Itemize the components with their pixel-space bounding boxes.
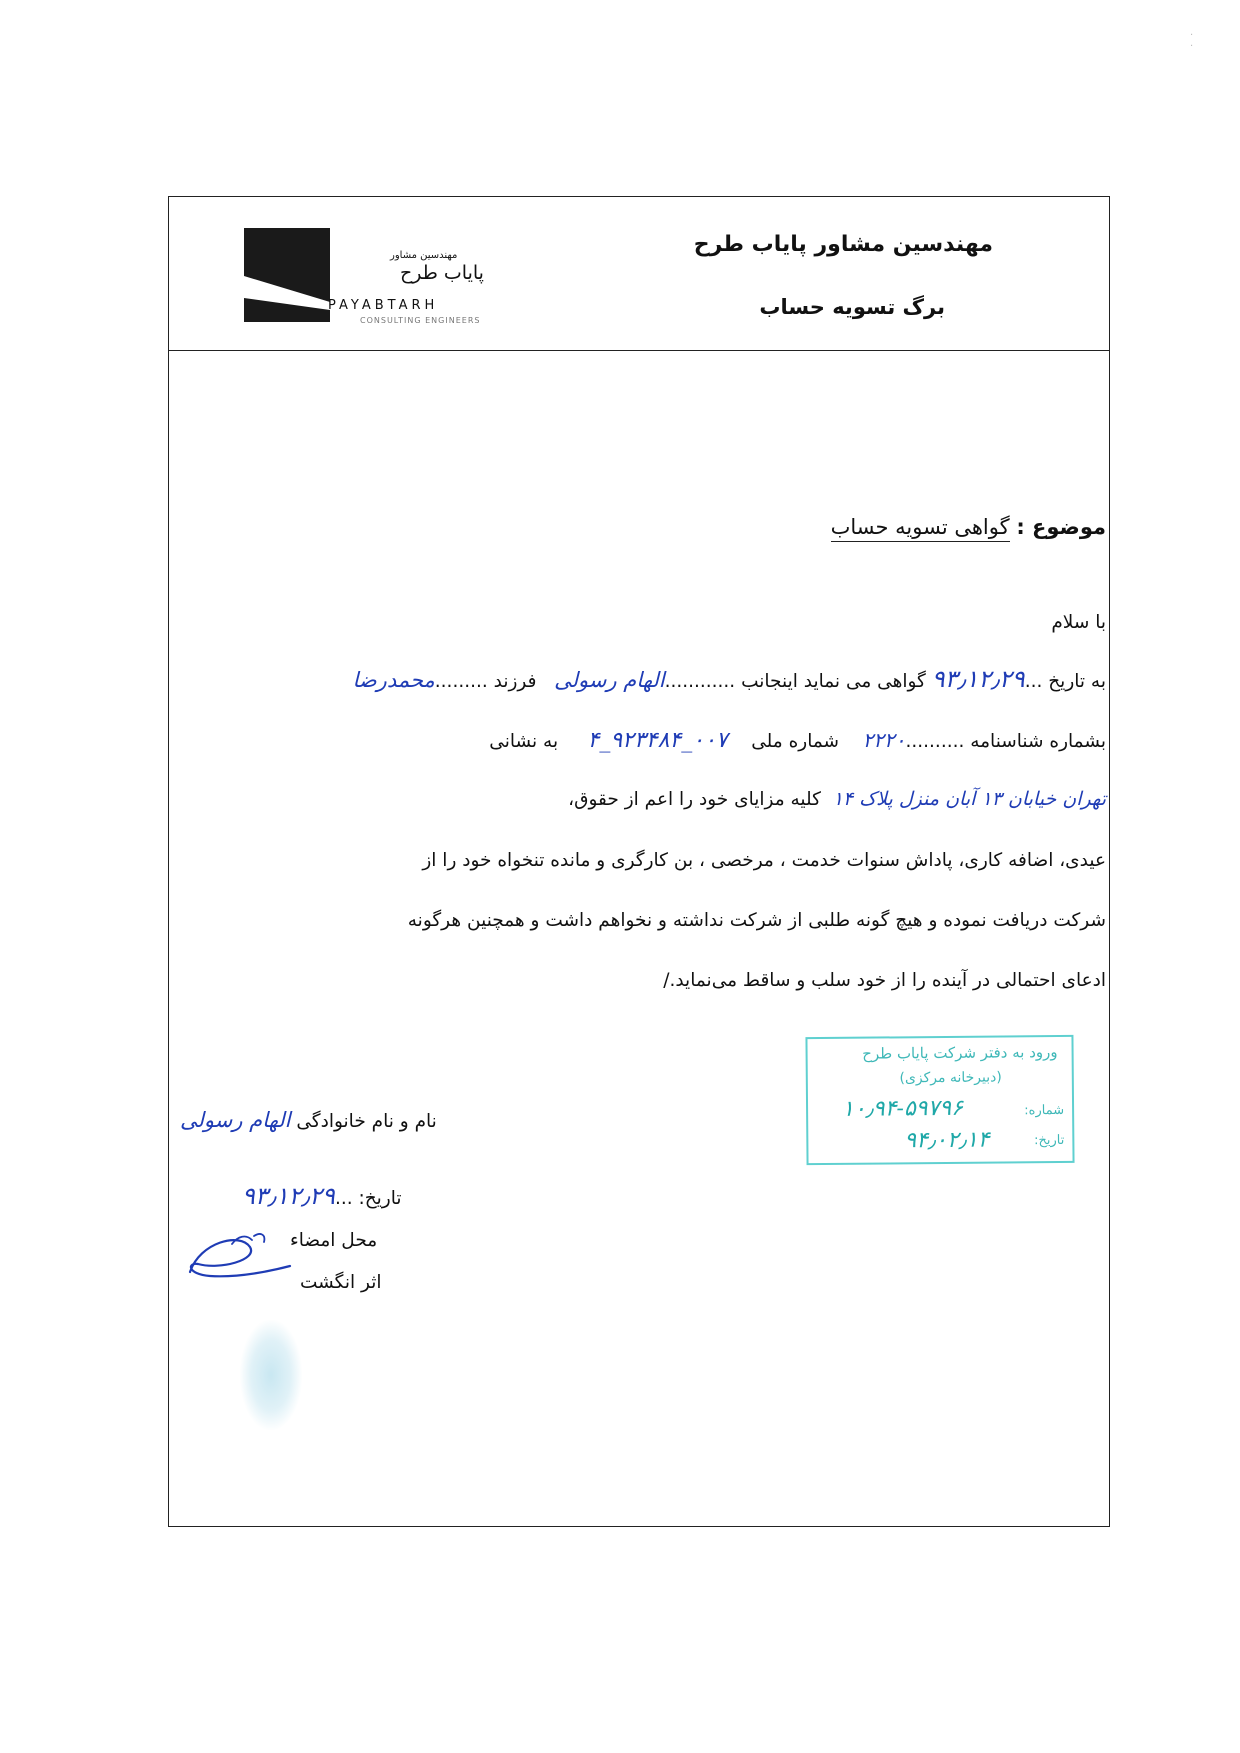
- logo-english-subtitle: CONSULTING ENGINEERS: [360, 316, 481, 325]
- form-title: برگ تسویه حساب: [759, 295, 945, 319]
- fingerprint-label: اثر انگشت: [300, 1272, 382, 1293]
- name-handwritten: الهام رسولی: [554, 668, 665, 692]
- subject-label: موضوع :: [1016, 515, 1106, 539]
- logo-small-text: مهندسین مشاور: [390, 250, 458, 261]
- body-line-4: عیدی، اضافه کاری، پاداش سنوات خدمت ، مرخصی ، بن کارگری و مانده تنخواه خود را از: [422, 850, 1106, 871]
- subject-line: [831, 515, 1106, 539]
- company-logo: [244, 228, 330, 322]
- body-line-3: [568, 788, 1106, 810]
- greeting: با سلام: [1051, 612, 1106, 633]
- header-divider: [168, 350, 1110, 351]
- signature-place-label: محل امضاء: [290, 1230, 378, 1251]
- father-label: فرزند: [493, 671, 537, 692]
- date-handwritten: ۹۳٫۱۲٫۲۹: [931, 665, 1025, 693]
- signer-name-handwritten: الهام رسولی: [180, 1108, 291, 1132]
- id-dots: ..........: [905, 731, 965, 752]
- national-handwritten: ۰۰۷_۹۲۳۴۸۴_۴: [587, 728, 728, 753]
- sign-date-handwritten: ۹۳٫۱۲٫۲۹: [242, 1182, 335, 1210]
- father-handwritten: محمدرضا: [352, 668, 435, 692]
- date-label: به تاریخ: [1048, 671, 1106, 692]
- scan-specks: · ·: [1190, 30, 1194, 52]
- company-name: مهندسین مشاور پایاب طرح: [693, 232, 993, 257]
- body-line-2: [489, 728, 1106, 753]
- registry-stamp: [805, 1035, 1074, 1165]
- stamp-date-value: ۹۴٫۰۲٫۱۴: [904, 1127, 990, 1154]
- stamp-number-value: ۱۰٫۹۴-۵۹۷۹۶: [841, 1095, 964, 1122]
- body-line-5: شرکت دریافت نموده و هیچ گونه طلبی از شرکت نداشته و نخواهم داشت و همچنین هرگونه: [407, 910, 1106, 931]
- subject-value: گواهی تسویه حساب: [831, 515, 1010, 542]
- signer-name-label: نام و نام خانوادگی: [296, 1111, 437, 1132]
- address-label: به نشانی: [489, 731, 559, 752]
- signer-name-line: [180, 1108, 437, 1132]
- benefits-text: کلیه مزایای خود را اعم از حقوق،: [568, 789, 821, 810]
- logo-persian-name: پایاب طرح: [400, 262, 484, 284]
- id-handwritten: ۲۲۲۰: [862, 728, 906, 752]
- stamp-subtitle: (دبیرخانه مرکزی): [899, 1069, 1002, 1087]
- stamp-date-label: تاریخ:: [1034, 1132, 1065, 1149]
- sign-date-line: [242, 1182, 402, 1210]
- sign-date-label: تاریخ:: [358, 1188, 402, 1209]
- date-dots: ...: [1024, 671, 1043, 692]
- name-dots: ............: [664, 671, 736, 692]
- body-line-1: [352, 665, 1106, 693]
- certify-text: گواهی می نماید اینجانب: [741, 671, 926, 692]
- national-label: شماره ملی: [751, 731, 840, 752]
- handwritten-signature: [180, 1222, 300, 1302]
- sign-date-dots: ...: [334, 1188, 353, 1209]
- father-dots: .........: [434, 671, 488, 692]
- address-handwritten: تهران خیابان ۱۳ آبان منزل پلاک ۱۴: [832, 788, 1106, 810]
- stamp-title: ورود به دفتر شرکت پایاب طرح: [862, 1042, 1058, 1063]
- logo-english-name: PAYABTARH: [328, 298, 439, 313]
- fingerprint-mark: [240, 1320, 302, 1430]
- stamp-number-label: شماره:: [1024, 1102, 1065, 1119]
- body-line-6: ادعای احتمالی در آینده را از خود سلب و ساقط می‌نماید./: [663, 970, 1106, 991]
- id-label: بشماره شناسنامه: [970, 731, 1106, 752]
